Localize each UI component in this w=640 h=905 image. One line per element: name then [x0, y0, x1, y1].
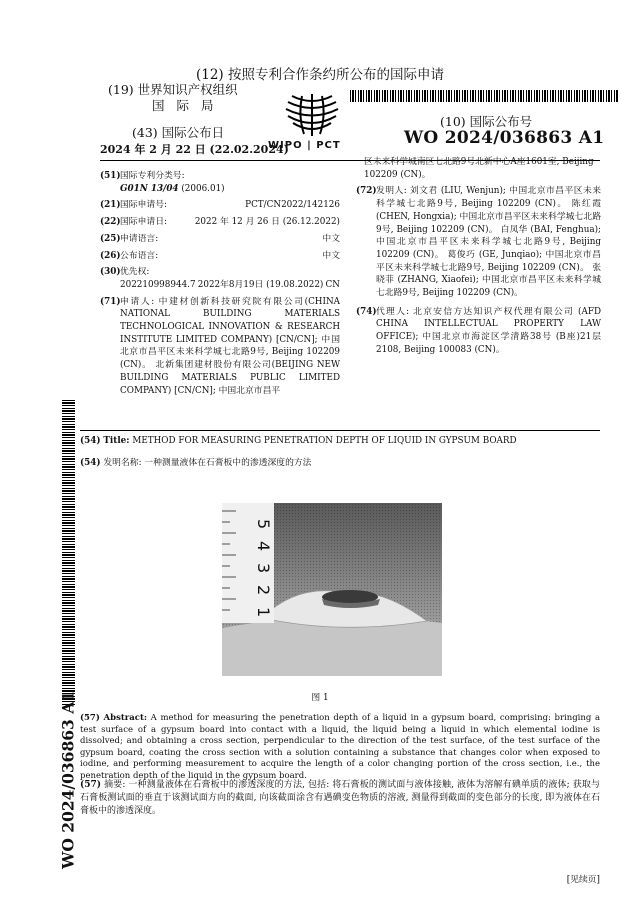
ruler-label: 5 [254, 519, 273, 530]
agent-text: 代理人: 北京安信方达知识产权代理有限公司 (AFD CHINA INTELLECTUAL PROPERTY LAW OFFICE); 中国北京市海淀区学清路38号 (B座)21层2108, Beijing 100083 (CN)。 [376, 306, 601, 355]
applicant-text: 申请人: 中建材创新科技研究院有限公司(CHINA NATIONAL BUILDING MATERIALS TECHNOLOGICAL INNOVATION & RESEARCH INSTITUTE LIMITED COMPANY) [CN/CN]; 中国北京市昌平区未来科学城七北路9号, Beijing 102209 (CN)。 北新集团建材股份有限公司(BEIJING NEW BUILDING MATERIALS PUBLIC LIMITED COMPANY) [CN/CN]; 中国北京市昌平 [120, 296, 340, 396]
applicant-continued: 区未来科学城南区七北路9号北新中心A座1601室, Beijing 102209 (CN)。 [364, 157, 594, 180]
bibliographic-right-column [356, 156, 601, 361]
gypsum-sample-photo [222, 503, 442, 676]
pub-number: WO 2024/036863 A1 [404, 128, 605, 148]
issuing-organization [108, 82, 238, 114]
org-bureau: 国 际 局 [152, 98, 218, 113]
figure-caption: 图 1 [311, 693, 329, 703]
continued-note: [见续页] [566, 875, 600, 885]
pub-date: 2024 年 2 月 22 日 (22.02.2024) [100, 143, 289, 156]
field-51: (51) 国际专利分类号: G01N 13/04 (2006.01) [100, 171, 225, 194]
field-74: (74) 代理人: 北京安信方达知识产权代理有限公司 (AFD CHINA INTELLECTUAL PROPERTY LAW OFFICE); 中国北京市海淀区学清路38号 (B座)21层2108, Beijing 100083 (CN)。 [356, 306, 601, 355]
abstract-english: (57) Abstract: A method for measuring the penetration depth of a liquid in a gypsum board, comprising: bringing a test surface of a gypsum board into contact with a liquid, the liquid being a liquid in which elemental iodine is dissolved; and obtaining a cross section, perpendicular to the direction of the test surface, of the test surface of the gypsum board, coating the cross section with a solution containing a substance that changes color when exposed to iodine, and performing measurement to acquire the length of a color changing portion of the cross section, i.e., the penetration depth of the liquid in the gypsum board. [80, 713, 601, 781]
ruler-label: 4 [254, 541, 273, 552]
inventors-text: 发明人: 刘文君 (LIU, Wenjun); 中国北京市昌平区未来科学城七北路9号, Beijing 102209 (CN)。 陈红霞 (CHEN, Hongxia); 中国北京市昌平区未来科学城七北路9号, Beijing 102209 (CN)。 白凤华 (BAI, Fenghua); 中国北京市昌平区未来科学城七北路9号, Beijing 102209 (CN)。 葛俊巧 (GE, Junqiao); 中国北京市昌平区未来科学城七北路9号, Beijing 102209 (CN)。 张晓菲 (ZHANG, Xiaofei); 中国北京市昌平区未来科学城七北路9号, Beijing 102209 (CN)。 [376, 186, 601, 299]
barcode-icon [350, 90, 618, 102]
field-30: (30) 优先权: 202210998944.7 2022年8月19日 (19.08.2022) CN [100, 267, 340, 290]
ruler-label: 1 [254, 607, 273, 618]
section-divider [80, 430, 600, 431]
wipo-pct-text: WIPO | PCT [268, 140, 341, 151]
field-72: (72) 发明人: 刘文君 (LIU, Wenjun); 中国北京市昌平区未来科学城七北路9号, Beijing 102209 (CN)。 陈红霞 (CHEN, Hongxia); 中国北京市昌平区未来科学城七北路9号, Beijing 102209 (CN)。 白凤华 (BAI, Fenghua); 中国北京市昌平区未来科学城七北路9号, Beijing 102209 (CN)。 葛俊巧 (GE, Junqiao); 中国北京市昌平区未来科学城七北路9号, Beijing 102209 (CN)。 张晓菲 (ZHANG, Xiaofei); 中国北京市昌平区未来科学城七北路9号, Beijing 102209 (CN)。 [356, 186, 601, 299]
org-name: (19) 世界知识产权组织 [108, 82, 238, 97]
field-26: (26) 公布语言: 中文 [100, 250, 340, 261]
field-71: (71) 申请人: 中建材创新科技研究院有限公司(CHINA NATIONAL BUILDING MATERIALS TECHNOLOGICAL INNOVATION & RESEARCH INSTITUTE LIMITED COMPANY) [CN/CN]; 中国北京市昌平区未来科学城七北路9号, Beijing 102209 (CN)。 北新集团建材股份有限公司(BEIJING NEW BUILDING MATERIALS PUBLIC LIMITED COMPANY) [CN/CN]; 中国北京市昌平 [100, 296, 340, 396]
title-chinese: (54) 发明名称: 一种测量液体在石膏板中的渗透深度的方法 [80, 458, 312, 468]
pub-date-label: (43) 国际公布日 [132, 125, 225, 140]
abstract-chinese: (57) 摘要: 一种测量液体在石膏板中的渗透深度的方法, 包括: 将石膏板的测试面与液体接触, 液体为溶解有碘单质的液体; 获取与石膏板测试面的垂直于该测试面方向的截面, 向该截面涂含有遇碘变色物质的溶液, 测量得到截面的变色部分的长度, 即为液体在石膏板中的渗透深度。 [80, 780, 600, 816]
ruler-label: 2 [254, 585, 273, 596]
title-english: (54) Title: METHOD FOR MEASURING PENETRATION DEPTH OF LIQUID IN GYPSUM BOARD [80, 436, 517, 446]
pub-number-label: (10) 国际公布号 [440, 114, 533, 129]
bibliographic-left-column [100, 170, 340, 401]
wipo-logo-icon [262, 92, 362, 142]
field-22: (22) 国际申请日: 2022 年 12 月 26 日 (26.12.2022) [100, 217, 340, 228]
figure-photo [222, 503, 442, 676]
vertical-pub-number: WO 2024/036863 A1 [58, 690, 78, 870]
side-barcode-icon [62, 400, 75, 705]
ruler-label: 3 [254, 563, 273, 574]
field-25: (25) 申请语言: 中文 [100, 233, 340, 244]
priority-row: 202210998944.7 2022年8月19日 (19.08.2022) CN [120, 279, 340, 290]
field-21: (21) 国际申请号: PCT/CN2022/142126 [100, 200, 340, 211]
document-title: (12) 按照专利合作条约所公布的国际申请 [195, 67, 444, 83]
